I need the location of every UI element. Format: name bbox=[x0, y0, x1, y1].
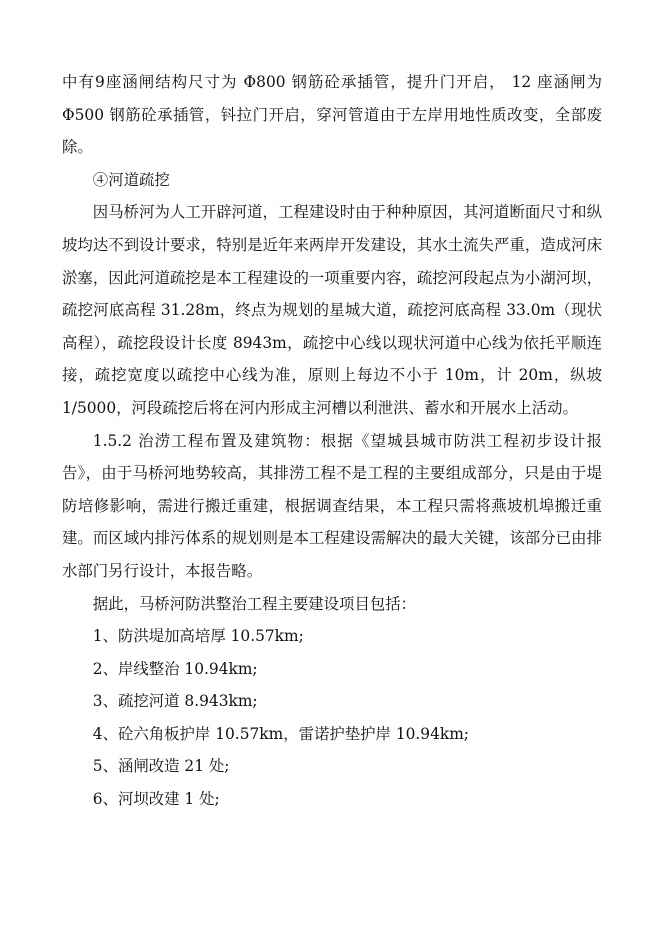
list-item: 5、涵闸改造 21 处; bbox=[92, 757, 230, 776]
paragraph-drainage: 1.5.2 治涝工程布置及建筑物：根据《望城县城市防洪工程初步设计报告》，由于马桥河地势较高，其排涝工程不是工程的主要组成部分，只是由于堤防培修影响，需进行搬迁重建，根据调查结果，本工程只需将燕坡机埠搬迁重建。而区域内排污体系的规划则是本工程建设需解决的最大关键，该部分已由排水部门另行设计，本报告略。 bbox=[62, 431, 602, 580]
section-heading-dredging: ④河道疏挖 bbox=[92, 170, 170, 189]
document-body bbox=[62, 66, 602, 816]
paragraph-dredging: 因马桥河为人工开辟河道，工程建设时由于种种原因，其河道断面尺寸和纵坡均达不到设计要求，特别是近年来两岸开发建设，其水土流失严重，造成河床淤塞，因此河道疏挖是本工程建设的一项重要内容，疏挖河段起点为小湖河坝，疏挖河底高程 31.28m，终点为规划的星城大道，疏挖河底高程 33.0m（现状高程），疏挖段设计长度 8943m，疏挖中心线以现状河道中心线为依托平顺连接，疏挖宽度以疏挖中心线为准，原则上每边不小于 10m，计 20m，纵坡 1/5000，河段疏挖后将在河内形成主河槽以利泄洪、蓄水和开展水上活动。 bbox=[62, 203, 602, 417]
paragraph-summary-intro: 据此，马桥河防洪整治工程主要建设项目包括： bbox=[92, 594, 417, 613]
list-item: 6、河坝改建 1 处; bbox=[92, 790, 220, 809]
list-item: 4、砼六角板护岸 10.57km，雷诺护垫护岸 10.94km; bbox=[92, 724, 469, 743]
list-item: 3、疏挖河道 8.943km; bbox=[92, 692, 258, 711]
paragraph-culverts: 中有9座涵闸结构尺寸为 Φ800 钢筋砼承插管，提升门开启， 12 座涵闸为 Φ500 钢筋砼承插管，钭拉门开启，穿河管道由于左岸用地性质改变，全部废除。 bbox=[62, 73, 602, 157]
list-item: 1、防洪堤加高培厚 10.57km; bbox=[92, 627, 304, 646]
list-item: 2、岸线整治 10.94km; bbox=[92, 659, 258, 678]
